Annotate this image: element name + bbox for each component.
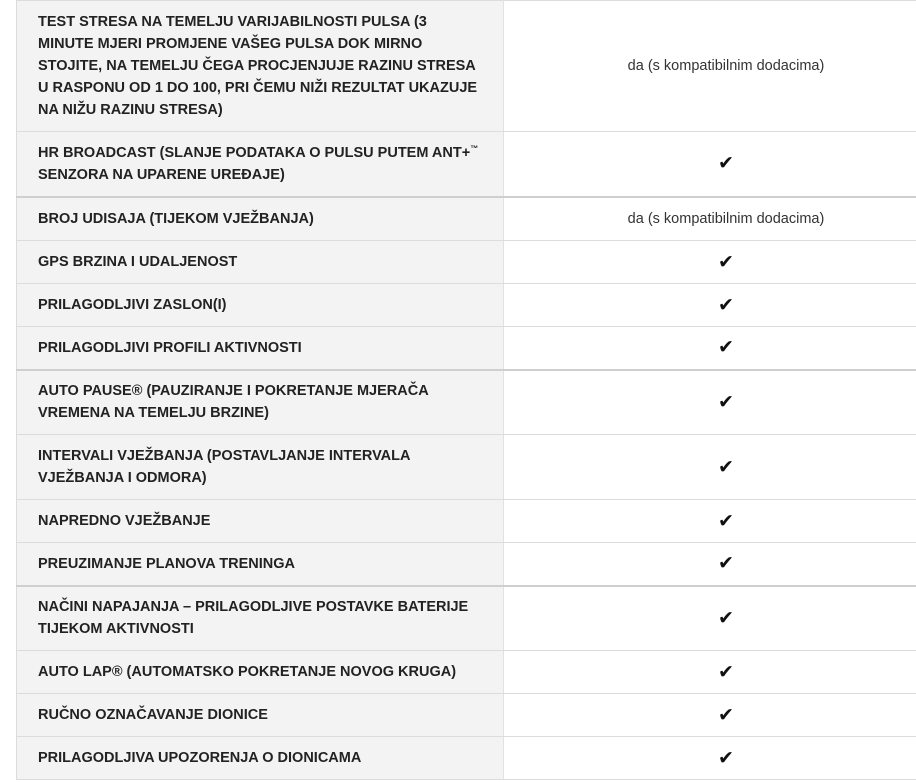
table-row bbox=[17, 241, 916, 284]
checkmark-icon: ✔ bbox=[718, 456, 734, 478]
checkmark-icon: ✔ bbox=[718, 661, 734, 683]
feature-value bbox=[504, 500, 916, 543]
checkmark-icon: ✔ bbox=[718, 391, 734, 413]
feature-label: NAPREDNO VJEŽBANJE bbox=[17, 500, 504, 543]
checkmark-icon: ✔ bbox=[718, 153, 734, 175]
feature-label: PRILAGODLJIVI ZASLON(I) bbox=[17, 284, 504, 327]
table-row bbox=[17, 197, 916, 241]
feature-label: AUTO LAP® (AUTOMATSKO POKRETANJE NOVOG KRUGA) bbox=[17, 651, 504, 694]
feature-label: PREUZIMANJE PLANOVA TRENINGA bbox=[17, 543, 504, 586]
feature-label: AUTO PAUSE® (PAUZIRANJE I POKRETANJE MJERAČA VREMENA NA TEMELJU BRZINE) bbox=[17, 370, 504, 435]
checkmark-icon: ✔ bbox=[718, 553, 734, 575]
feature-value bbox=[504, 435, 916, 500]
table-row bbox=[17, 284, 916, 327]
checkmark-icon: ✔ bbox=[718, 607, 734, 629]
table-row bbox=[17, 651, 916, 694]
spec-table bbox=[16, 0, 916, 780]
checkmark-icon: ✔ bbox=[718, 337, 734, 359]
table-row bbox=[17, 737, 916, 780]
checkmark-icon: ✔ bbox=[718, 747, 734, 769]
checkmark-icon: ✔ bbox=[718, 704, 734, 726]
table-row bbox=[17, 586, 916, 651]
feature-label: INTERVALI VJEŽBANJA (POSTAVLJANJE INTERVALA VJEŽBANJA I ODMORA) bbox=[17, 435, 504, 500]
feature-label: HR BROADCAST (SLANJE PODATAKA O PULSU PUTEM ANT+™ SENZORA NA UPARENE UREĐAJE) bbox=[17, 132, 504, 197]
feature-label: PRILAGODLJIVA UPOZORENJA O DIONICAMA bbox=[17, 737, 504, 780]
feature-value: da (s kompatibilnim dodacima) bbox=[504, 197, 916, 241]
feature-value bbox=[504, 132, 916, 197]
table-row bbox=[17, 543, 916, 586]
feature-value bbox=[504, 586, 916, 651]
table-row bbox=[17, 327, 916, 370]
feature-value bbox=[504, 284, 916, 327]
feature-value bbox=[504, 694, 916, 737]
table-row bbox=[17, 500, 916, 543]
feature-value bbox=[504, 327, 916, 370]
feature-value bbox=[504, 651, 916, 694]
table-row bbox=[17, 694, 916, 737]
feature-value: da (s kompatibilnim dodacima) bbox=[504, 1, 916, 132]
feature-value bbox=[504, 370, 916, 435]
table-row bbox=[17, 370, 916, 435]
checkmark-icon: ✔ bbox=[718, 251, 734, 273]
table-row bbox=[17, 435, 916, 500]
feature-label: PRILAGODLJIVI PROFILI AKTIVNOSTI bbox=[17, 327, 504, 370]
feature-label: RUČNO OZNAČAVANJE DIONICE bbox=[17, 694, 504, 737]
feature-label: NAČINI NAPAJANJA – PRILAGODLJIVE POSTAVKE BATERIJE TIJEKOM AKTIVNOSTI bbox=[17, 586, 504, 651]
feature-value bbox=[504, 737, 916, 780]
feature-value bbox=[504, 241, 916, 284]
feature-label: TEST STRESA NA TEMELJU VARIJABILNOSTI PULSA (3 MINUTE MJERI PROMJENE VAŠEG PULSA DOK MIRNO STOJITE, NA TEMELJU ČEGA PROCJENJUJE RAZINU STRESA U RASPONU OD 1 DO 100, PRI ČEMU NIŽI REZULTAT UKAZUJE NA NIŽU RAZINU STRESA) bbox=[17, 1, 504, 132]
table-row bbox=[17, 1, 916, 132]
checkmark-icon: ✔ bbox=[718, 510, 734, 532]
feature-value bbox=[504, 543, 916, 586]
table-row bbox=[17, 132, 916, 197]
feature-label: BROJ UDISAJA (TIJEKOM VJEŽBANJA) bbox=[17, 197, 504, 241]
feature-label: GPS BRZINA I UDALJENOST bbox=[17, 241, 504, 284]
checkmark-icon: ✔ bbox=[718, 294, 734, 316]
